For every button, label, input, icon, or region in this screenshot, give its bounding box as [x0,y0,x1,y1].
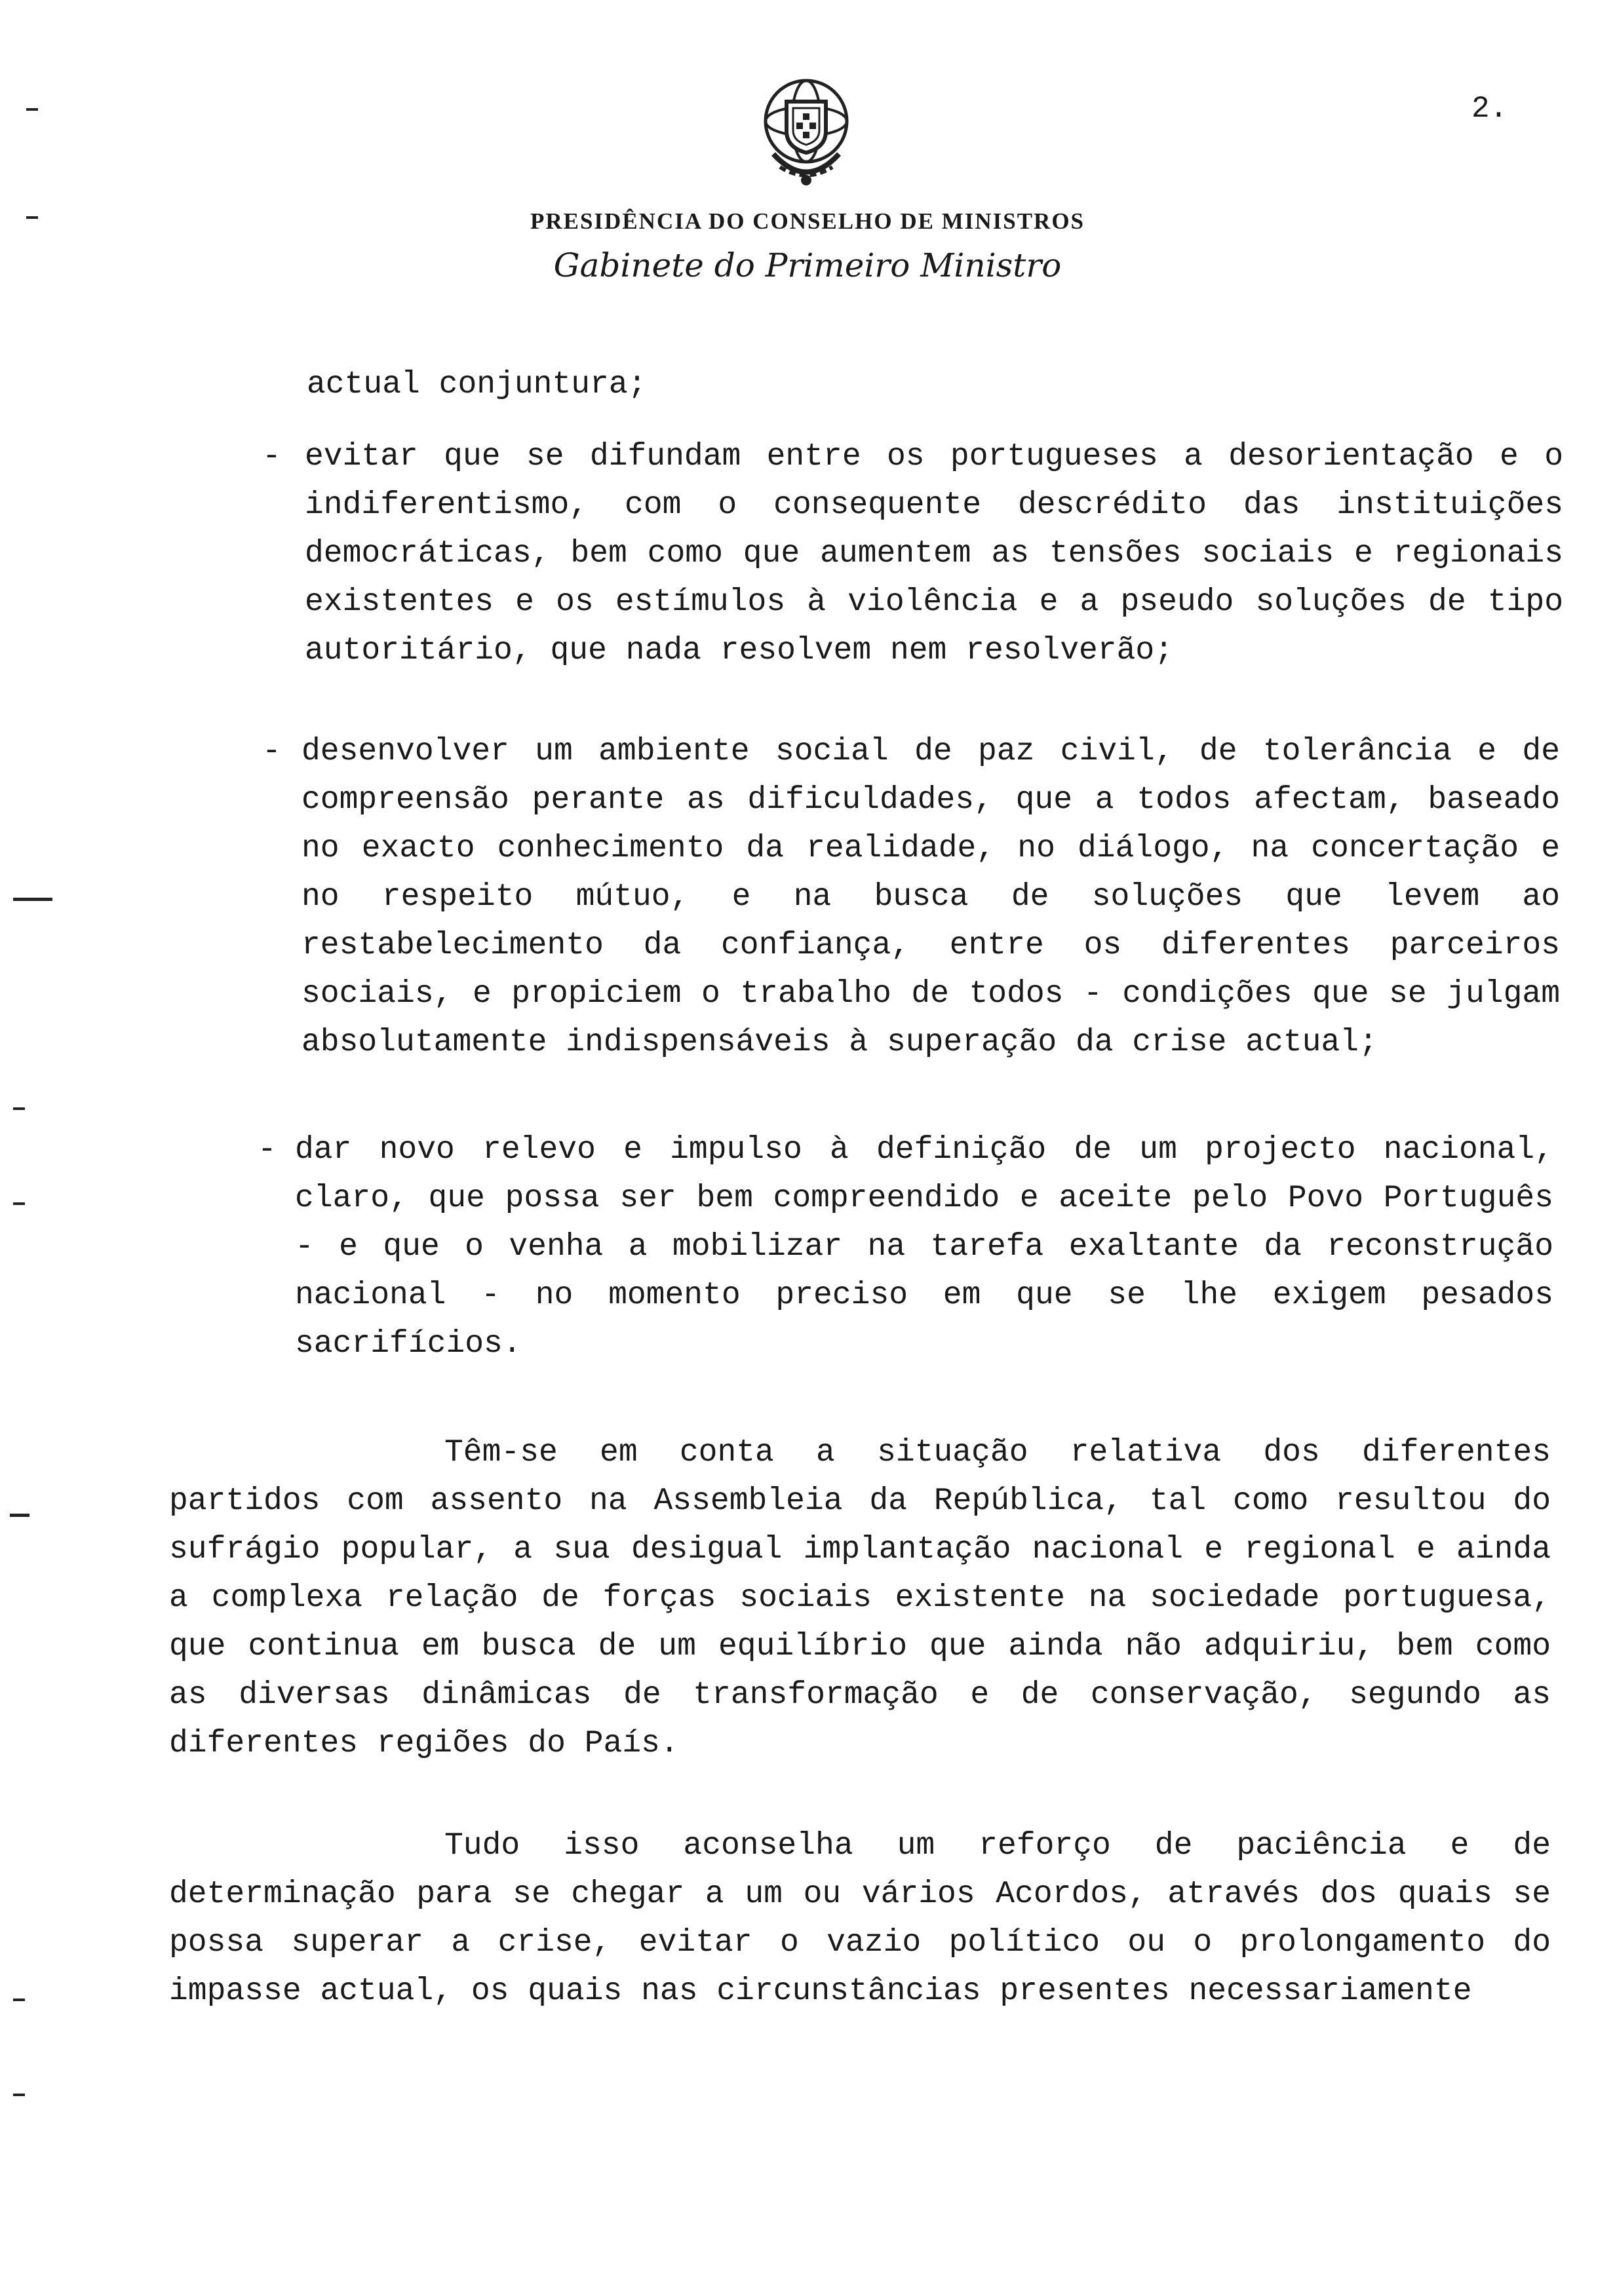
scan-mark [26,108,38,111]
scan-mark [10,1514,29,1517]
paragraph: Tudo isso aconselha um reforço de paciência e de determinação para se chegar a um ou vários Acordos, através dos quais se possa superar a crise, evitar o vazio político ou o prolongamento do impasse actual, os quais nas circunstâncias presentes necessariamente [169,1828,1551,2009]
page-number: 2. [1471,92,1508,126]
scan-mark [13,898,52,901]
scan-mark [13,1107,25,1110]
bullet-dash: - [262,439,281,474]
portuguese-coat-of-arms-icon [750,75,862,193]
bullet-dash: - [262,734,281,769]
scan-mark [13,1202,25,1205]
office-name: Gabinete do Primeiro Ministro [553,246,1062,284]
paragraph: Têm-se em conta a situação relativa dos diferentes partidos com assento na Assembleia da República, tal como resultou do sufrágio popular, a sua desigual implantação nacional e regional e ainda a complexa relação de forças sociais existente na sociedade portuguesa, que continua em busca de um equilíbrio que ainda não adquiriu, bem como as diversas dinâmicas de transformação e de conservação, segundo as diferentes regiões do País. [169,1435,1551,1761]
bullet-text: dar novo relevo e impulso à definição de um projecto nacional, claro, que possa ser bem compreendido e aceite pelo Povo Português - e que o venha a mobilizar na tarefa exaltante da reconstrução nacional - no momento preciso em que se lhe exigem pesados sacrifícios. [295,1132,1553,1362]
scan-mark [13,2094,25,2096]
scan-mark [26,216,38,219]
bullet-dash: - [258,1132,277,1168]
organization-name: PRESIDÊNCIA DO CONSELHO DE MINISTROS [530,208,1085,234]
bullet-text: evitar que se difundam entre os portugueses a desorientação e o indiferentismo, com o consequente descrédito das instituições democráticas, bem como que aumentem as tensões sociais e regionais existentes e os estímulos à violência e a pseudo soluções de tipo autoritário, que nada resolvem nem resolverão; [305,439,1563,668]
scan-mark [13,1999,25,2001]
continuation-line: actual conjuntura; [307,367,647,402]
bullet-text: desenvolver um ambiente social de paz civil, de tolerância e de compreensão perante as dificuldades, que a todos afectam, baseado no exacto conhecimento da realidade, no diálogo, na concertação e no respeito mútuo, e na busca de soluções que levem ao restabelecimento da confiança, entre os diferentes parceiros sociais, e propiciem o trabalho de todos - condições que se julgam absolutamente indispensáveis à superação da crise actual; [302,734,1560,1060]
